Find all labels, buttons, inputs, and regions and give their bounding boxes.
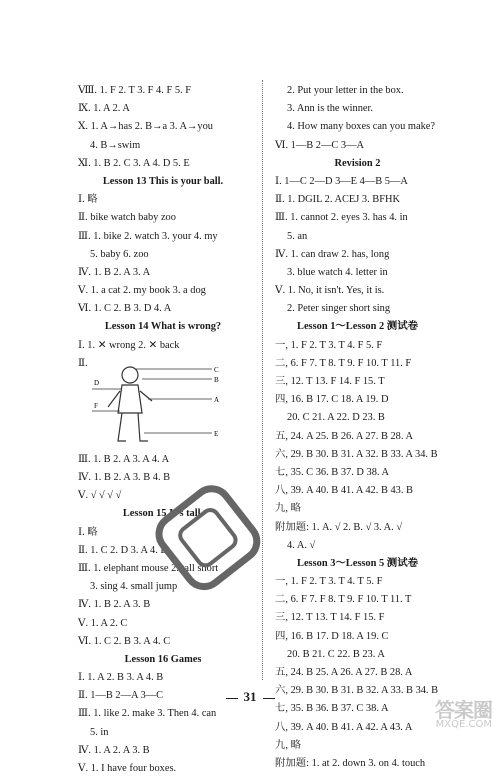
page-number: 31 [0, 689, 500, 705]
answer-line: 三, 12. T 13. T 14. F 15. F [275, 612, 385, 624]
answer-line: Ⅳ. 1. can draw 2. has, long [275, 248, 390, 260]
answer-line: 5. an [287, 230, 308, 242]
figure-label-d: D [94, 378, 100, 387]
left-answer-column [78, 82, 248, 778]
answer-line: 附加题: 1. at 2. down 3. on 4. touch [275, 757, 426, 769]
answer-line: Ⅱ. 1—B 2—A 3—C [78, 690, 164, 702]
answer-line: 20. B 21. C 22. B 23. A [287, 648, 385, 660]
answer-line: 九, 略 [275, 503, 301, 515]
answer-line: Ⅰ. 略 [78, 526, 98, 538]
lesson-heading: Revision 2 [334, 157, 381, 169]
answer-line: 4. A. √ [287, 539, 316, 551]
figure-label-c: C [214, 365, 219, 374]
answer-line: Ⅱ. 1. C 2. D 3. A 4. B [78, 544, 168, 556]
answer-line: Ⅳ. 1. B 2. A 3. B [78, 599, 151, 611]
answer-line: 5. in [90, 726, 109, 738]
answer-line: 一, 1. F 2. T 3. T 4. F 5. F [275, 339, 383, 351]
answer-line: Ⅵ. 1. C 2. B 3. D 4. A [78, 303, 172, 315]
lesson-heading: Lesson 3～Lesson 5 测试卷 [297, 557, 418, 569]
answer-line: 3. Ann is the winner. [287, 103, 374, 115]
answer-line: 一, 1. F 2. T 3. T 4. T 5. F [275, 576, 383, 588]
answer-line: Ⅰ. 1. ✕ wrong 2. ✕ back [78, 339, 180, 351]
answer-line: 五, 24. B 25. A 26. A 27. B 28. A [275, 667, 413, 678]
lesson-heading: Lesson 14 What is wrong? [104, 321, 222, 333]
answer-line: Ⅺ. 1. B 2. C 3. A 4. D 5. E [78, 157, 190, 169]
figure-label-e: E [214, 429, 219, 438]
figure-label-a: A [214, 395, 220, 404]
answer-line: Ⅳ. 1. B 2. A 3. B 4. B [78, 472, 171, 483]
answer-line: Ⅵ. 1. C 2. B 3. A 4. C [78, 635, 171, 647]
answer-line: Ⅲ. 1. cannot 2. eyes 3. has 4. in [275, 212, 408, 224]
answer-line: Ⅲ. 1. elephant mouse 2. tall short [78, 562, 219, 574]
answer-line: 5. baby 6. zoo [90, 248, 149, 260]
answer-line: Ⅱ. bike watch baby zoo [78, 212, 176, 224]
answer-line: Ⅱ. 1. DGIL 2. ACEJ 3. BFHK [275, 194, 401, 206]
answer-line: Ⅸ. 1. A 2. A [78, 103, 130, 115]
answer-line: Ⅰ. 略 [78, 194, 98, 206]
answer-line: 八, 39. A 40. B 41. A 42. B 43. B [275, 485, 413, 497]
answer-line: Ⅴ. 1. I have four boxes. [78, 763, 177, 774]
answer-line: Ⅴ. √ √ √ √ [78, 490, 122, 502]
figure-label-f: F [94, 401, 98, 410]
answer-line: 3. sing 4. small jump [90, 581, 178, 593]
answer-line: 六, 29. B 30. B 31. B 32. A 33. B 34. B [275, 685, 439, 697]
right-answer-column [275, 82, 440, 773]
figure-label-b: B [214, 375, 219, 384]
answer-line: 四, 16. B 17. C 18. A 19. D [275, 394, 389, 406]
figure-question-label: Ⅱ. [78, 357, 88, 369]
answer-line: 3. blue watch 4. letter in [287, 266, 388, 278]
answer-line: Ⅲ. 1. like 2. make 3. Then 4. can [78, 708, 217, 720]
answer-line: 4. B→swim [90, 139, 141, 151]
answer-line: Ⅹ. 1. A→has 2. B→a 3. A→you [78, 121, 213, 133]
answer-line: Ⅵ. 1—B 2—C 3—A [275, 139, 364, 151]
answer-line: Ⅲ. 1. B 2. A 3. A 4. A [78, 453, 170, 465]
answer-line: Ⅴ. 1. a cat 2. my book 3. a dog [78, 285, 206, 297]
answer-line: 4. How many boxes can you make? [287, 121, 436, 133]
watermark-logo: 答案圈 MXQE.COM [435, 698, 492, 730]
answer-line: 三, 12. T 13. F 14. F 15. T [275, 376, 385, 387]
answer-line: 七, 35. C 36. B 37. D 38. A [275, 466, 390, 478]
answer-line: 六, 29. B 30. B 31. A 32. B 33. A 34. B [275, 448, 438, 460]
answer-line: Ⅰ. 1. A 2. B 3. A 4. B [78, 672, 164, 684]
answer-line: 二, 6. F 7. F 8. T 9. F 10. T 11. T [275, 594, 412, 606]
answer-line: 20. C 21. A 22. D 23. B [287, 412, 385, 424]
column-divider [262, 80, 263, 680]
answer-line: Ⅷ. 1. F 2. T 3. F 4. F 5. F [78, 85, 191, 96]
lesson-heading: Lesson 15 It's tall. [122, 508, 204, 520]
lesson-heading: Lesson 13 This is your ball. [102, 175, 224, 187]
answer-line: 八, 39. A 40. B 41. A 42. A 43. A [275, 721, 413, 733]
answer-line: Ⅴ. 1. No, it isn't. Yes, it is. [275, 285, 385, 297]
answer-line: Ⅳ. 1. A 2. A 3. B [78, 744, 150, 756]
answer-line: 四, 16. B 17. D 18. A 19. C [275, 630, 389, 642]
lesson-heading: Lesson 1～Lesson 2 测试卷 [297, 321, 418, 333]
answer-line: 附加题: 1. A. √ 2. B. √ 3. A. √ [275, 521, 403, 533]
answer-line: 七, 35. B 36. B 37. C 38. A [275, 703, 389, 715]
answer-line: 2. Put your letter in the box. [287, 85, 404, 96]
answer-line: 九, 略 [275, 739, 301, 751]
answer-line: 二, 6. F 7. T 8. T 9. F 10. T 11. F [275, 357, 412, 369]
answer-line: Ⅰ. 1—C 2—D 3—E 4—B 5—A [275, 175, 408, 187]
boy-figure-illustration [92, 361, 242, 453]
answer-line: 2. Peter singer short sing [287, 303, 391, 315]
figure-question [78, 355, 248, 451]
answer-line: 五, 24. A 25. B 26. A 27. B 28. A [275, 430, 413, 442]
lesson-heading: Lesson 16 Games [124, 653, 202, 665]
answer-line: Ⅳ. 1. B 2. A 3. A [78, 266, 151, 278]
answer-line: Ⅴ. 1. A 2. C [78, 617, 128, 629]
answer-line: Ⅲ. 1. bike 2. watch 3. your 4. my [78, 230, 218, 242]
